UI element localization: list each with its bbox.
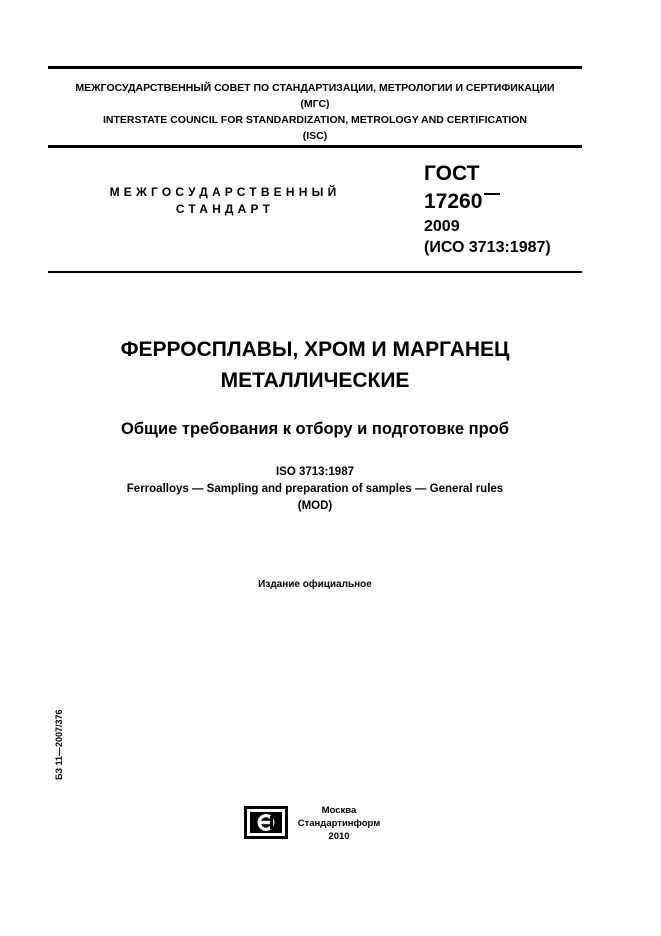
header-rule	[48, 145, 582, 148]
publisher-name: Стандартинформ	[297, 818, 381, 829]
gost-number-line	[424, 188, 551, 216]
gost-year: 2009	[424, 218, 460, 235]
standartinform-logo-icon	[244, 806, 288, 839]
publisher-block	[295, 804, 383, 843]
publisher-city: Москва	[321, 805, 357, 816]
designation-rule	[48, 271, 582, 273]
document-subtitle: Общие требования к отбору и подготовке проб	[121, 420, 509, 438]
document-title	[48, 334, 582, 396]
gost-dash	[484, 193, 500, 195]
standard-type-line1: МЕЖГОСУДАРСТВЕННЫЙ	[109, 185, 341, 199]
standard-type-line2: СТАНДАРТ	[175, 202, 275, 216]
council-ru-abbr: (МГС)	[300, 98, 330, 110]
gost-iso-ref: (ИСО 3713:1987)	[424, 239, 551, 256]
iso-block	[48, 464, 582, 515]
gost-designation	[424, 160, 551, 258]
standard-type	[95, 184, 355, 218]
council-en: INTERSTATE COUNCIL FOR STANDARDIZATION, METROLOGY AND CERTIFICATION	[102, 114, 528, 126]
side-code: БЗ 11—2007/376	[54, 709, 64, 780]
publisher-year: 2010	[328, 831, 350, 842]
council-en-abbr: (ISC)	[302, 130, 328, 142]
title-line1: ФЕРРОСПЛАВЫ, ХРОМ И МАРГАНЕЦ	[120, 338, 510, 361]
iso-mod: (MOD)	[297, 500, 333, 512]
council-ru: МЕЖГОСУДАРСТВЕННЫЙ СОВЕТ ПО СТАНДАРТИЗАЦИИ, МЕТРОЛОГИИ И СЕРТИФИКАЦИИ	[75, 82, 555, 94]
edition-label: Издание официальное	[258, 579, 372, 590]
gost-label: ГОСТ	[424, 162, 480, 185]
title-line2: МЕТАЛЛИЧЕСКИЕ	[220, 369, 410, 392]
top-rule	[48, 66, 582, 69]
iso-code: ISO 3713:1987	[275, 466, 354, 478]
iso-english-title: Ferroalloys — Sampling and preparation of samples — General rules	[126, 483, 504, 495]
gost-number: 17260	[424, 190, 483, 213]
council-header	[48, 80, 582, 144]
